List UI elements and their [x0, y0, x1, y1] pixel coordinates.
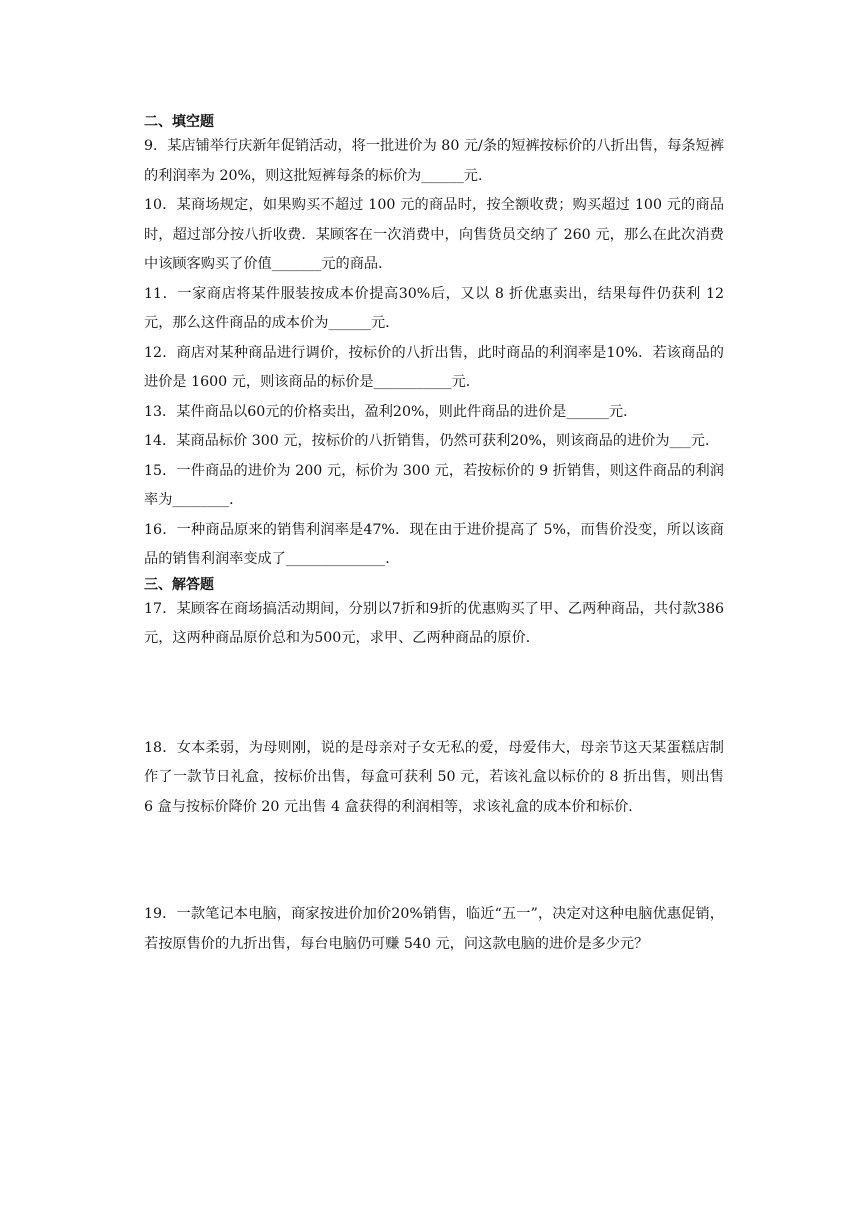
question-11	[144, 280, 724, 339]
section-title-solve: 三、解答题	[144, 576, 214, 593]
question-text: 某商品标价 300 元，按标价的八折销售，仍然可获利20%，则该商品的进价为___元．	[176, 433, 720, 449]
question-text: 女本柔弱，为母则刚，说的是母亲对子女无私的爱，母爱伟大，母亲节这天某蛋糕店制作了一款节日礼盒，按标价出售，每盒可获利 50 元，若该礼盒以标价的 8 折出售，则出售 6 盒与按标价降价 20 元出售 4 盒获得的利润相等，求该礼盒的成本价和标价．	[144, 739, 724, 815]
question-12	[144, 339, 724, 398]
question-text: 一种商品原来的销售利润率是47%．现在由于进价提高了 5%，而售价没变，所以该商品的销售利润率变成了______________．	[144, 521, 724, 567]
question-number: 13．	[144, 403, 177, 420]
section-title-fill-in: 二、填空题	[144, 114, 214, 130]
question-17	[144, 595, 724, 654]
question-number: 12．	[144, 344, 177, 361]
question-text: 某店铺举行庆新年促销活动，将一批进价为 80 元/条的短裤按标价的八折出售，每条短裤的利润率为 20%，则这批短裤每条的标价为______元.	[144, 138, 725, 184]
question-number: 10．	[144, 197, 177, 213]
question-19	[144, 900, 724, 959]
question-13	[144, 398, 724, 428]
question-number: 15．	[144, 462, 177, 479]
question-text: 一件商品的进价为 200 元，标价为 300 元，若按标价的 9 折销售，则这件商品的利润率为________．	[144, 462, 724, 508]
question-text: 某件商品以60元的价格卖出，盈利20%，则此件商品的进价是______元．	[176, 403, 638, 420]
answer-space	[144, 822, 724, 900]
question-text: 商店对某种商品进行调价，按标价的八折出售，此时商品的利润率是10%．若该商品的进价是 1600 元，则该商品的标价是___________元．	[144, 344, 724, 390]
question-number: 16．	[144, 521, 177, 538]
question-number: 11．	[144, 285, 178, 302]
question-text: 某顾客在商场搞活动期间，分别以7折和9折的优惠购买了甲、乙两种商品，共付款386元，这两种商品原价总和为500元，求甲、乙两种商品的原价．	[144, 600, 724, 646]
question-text: 一款笔记本电脑，商家按进价加价20%销售，临近“五一”，决定对这种电脑优惠促销，若按原售价的九折出售，每台电脑仍可赚 540 元，问这款电脑的进价是多少元？	[144, 906, 724, 952]
question-number: 9．	[144, 138, 168, 154]
question-number: 14．	[144, 433, 177, 449]
document-content	[144, 112, 724, 959]
question-text: 某商场规定，如果购买不超过 100 元的商品时，按全额收费；购买超过 100 元的商品时，超过部分按八折收费．某顾客在一次消费中，向售货员交纳了 260 元，那么在此次消费中该顾客购买了价值_______元的商品．	[144, 197, 725, 272]
question-text: 一家商店将某件服装按成本价提高30%后，又以 8 折优惠卖出，结果每件仍获利 12 元，那么这件商品的成本价为______元．	[144, 285, 724, 331]
question-15	[144, 457, 724, 516]
question-number: 18．	[144, 739, 177, 756]
question-16	[144, 516, 724, 575]
question-18	[144, 734, 724, 823]
question-10	[144, 191, 724, 280]
question-9	[144, 132, 724, 191]
question-14	[144, 427, 724, 457]
answer-space	[144, 654, 724, 734]
question-number: 17．	[144, 600, 177, 617]
question-number: 19．	[144, 906, 177, 922]
